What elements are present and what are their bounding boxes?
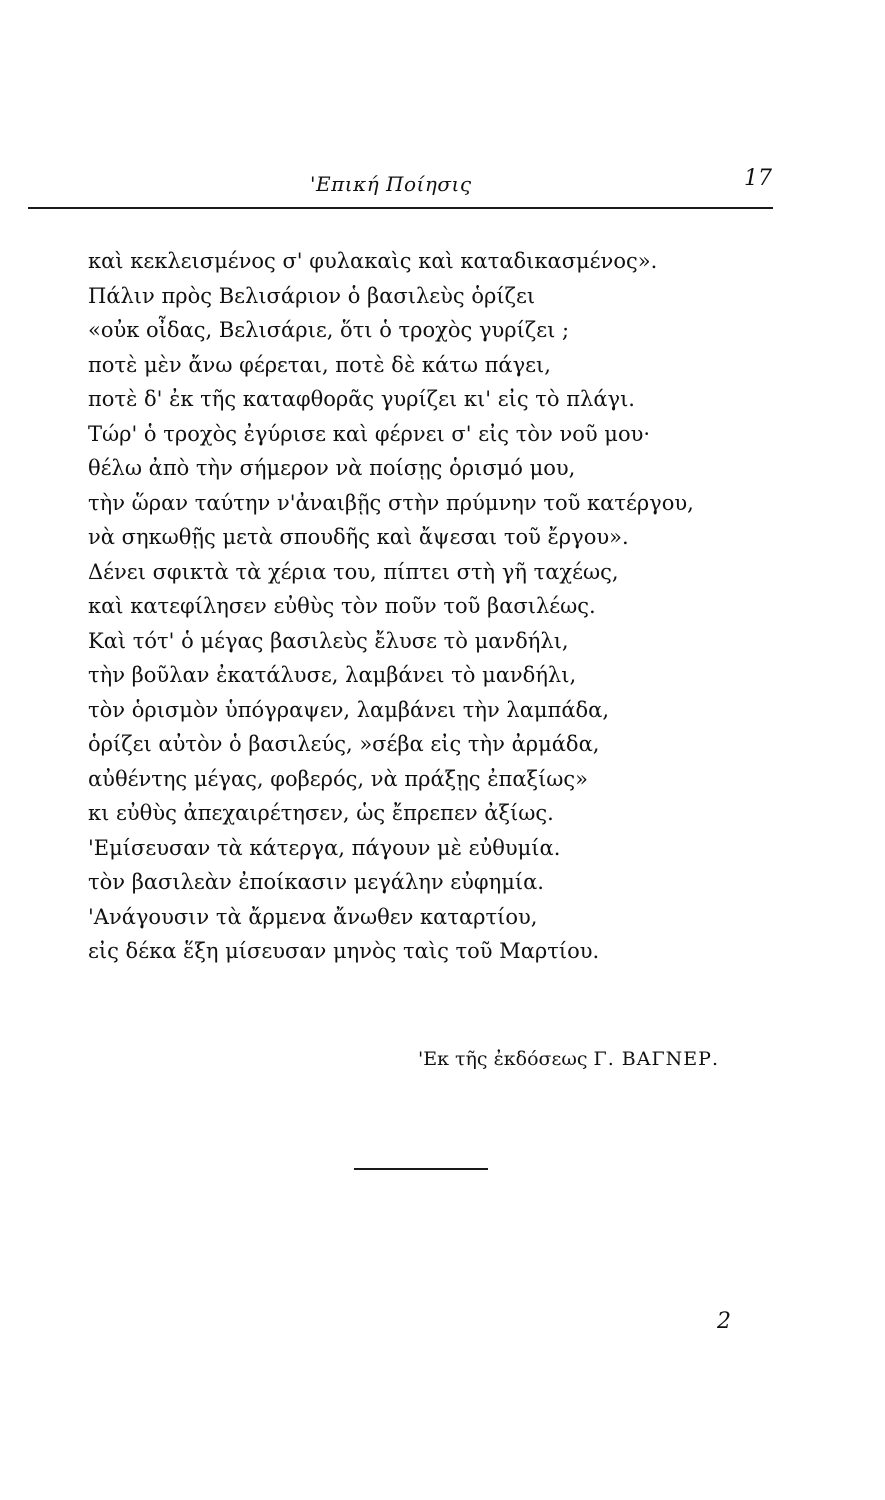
poem-line: τὸν βασιλεὰν ἐποίκασιν μεγάλην εὐφημία. [88,870,544,894]
poem-line: 'Εμίσευσαν τὰ κάτεργα, πάγουν μὲ εὐθυμία. [88,835,561,860]
running-header-title: 'Επική Ποίησις [310,172,472,196]
poem-line: Τώρ' ὁ τροχὸς ἐγύρισε καὶ φέρνει σ' εἰς τὸν νοῦ μου· [88,421,651,446]
section-end-rule [354,1168,488,1170]
header-rule [28,207,773,209]
attribution-publisher: Γ. ΒΑΓΝΕΡ. [593,1048,719,1070]
poem-line: καὶ κατεφίλησεν εὐθὺς τὸν ποῦν τοῦ βασιλέως. [88,594,596,618]
poem-line: αὐθέντης μέγας, φοβερός, νὰ πράξῃς ἐπαξίως» [88,766,589,791]
poem-line: κι εὐθὺς ἀπεχαιρέτησεν, ὡς ἔπρεπεν ἀξίως. [88,801,554,825]
source-attribution [418,1048,719,1070]
poem-line: Καὶ τότ' ὁ μέγας βασιλεὺς ἔλυσε τὸ μανδήλι, [88,628,569,653]
poem-line: ποτὲ μὲν ἄνω φέρεται, ποτὲ δὲ κάτω πάγει, [88,352,551,377]
poem-line: τὸν ὁρισμὸν ὑπόγραψεν, λαμβάνει τὴν λαμπάδα, [88,697,610,722]
poem-line: Δένει σφικτὰ τὰ χέρια του, πίπτει στὴ γῆ ταχέως, [88,559,619,584]
poem-line: εἰς δέκα ἕξη μίσευσαν μηνὸς ταὶς τοῦ Μαρτίου. [88,939,600,963]
poem-line: «οὐκ οἶδας, Βελισάριε, ὅτι ὁ τροχὸς γυρίζει ; [88,318,570,342]
page-number: 17 [744,166,772,191]
poem-line: τὴν ὥραν ταύτην ν'ἀναιβῇς στὴν πρύμνην τοῦ κατέργου, [88,490,694,515]
attribution-prefix: 'Εκ τῆς ἐκδόσεως [418,1048,588,1070]
poem-line: θέλω ἀπὸ τὴν σήμερον νὰ ποίσῃς ὁρισμό μου, [88,456,576,480]
poem-body [88,244,788,969]
poem-line: 'Ανάγουσιν τὰ ἄρμενα ἄνωθεν καταρτίου, [88,904,538,929]
poem-line: τὴν βοῦλαν ἐκατάλυσε, λαμβάνει τὸ μανδήλι, [88,663,577,687]
signature-mark: 2 [717,1309,731,1334]
poem-line: ποτὲ δ' ἐκ τῆς καταφθορᾶς γυρίζει κι' εἰς τὸ πλάγι. [88,387,635,411]
poem-line: Πάλιν πρὸς Βελισάριον ὁ βασιλεὺς ὁρίζει [88,283,536,308]
poem-line: νὰ σηκωθῇς μετὰ σπουδῆς καὶ ἄψεσαι τοῦ ἔργου». [88,525,629,549]
poem-line: ὁρίζει αὐτὸν ὁ βασιλεύς, »σέβα εἰς τὴν ἀρμάδα, [88,732,600,756]
poem-line: καὶ κεκλεισμένος σ' φυλακαὶς καὶ καταδικασμένος». [88,249,658,273]
